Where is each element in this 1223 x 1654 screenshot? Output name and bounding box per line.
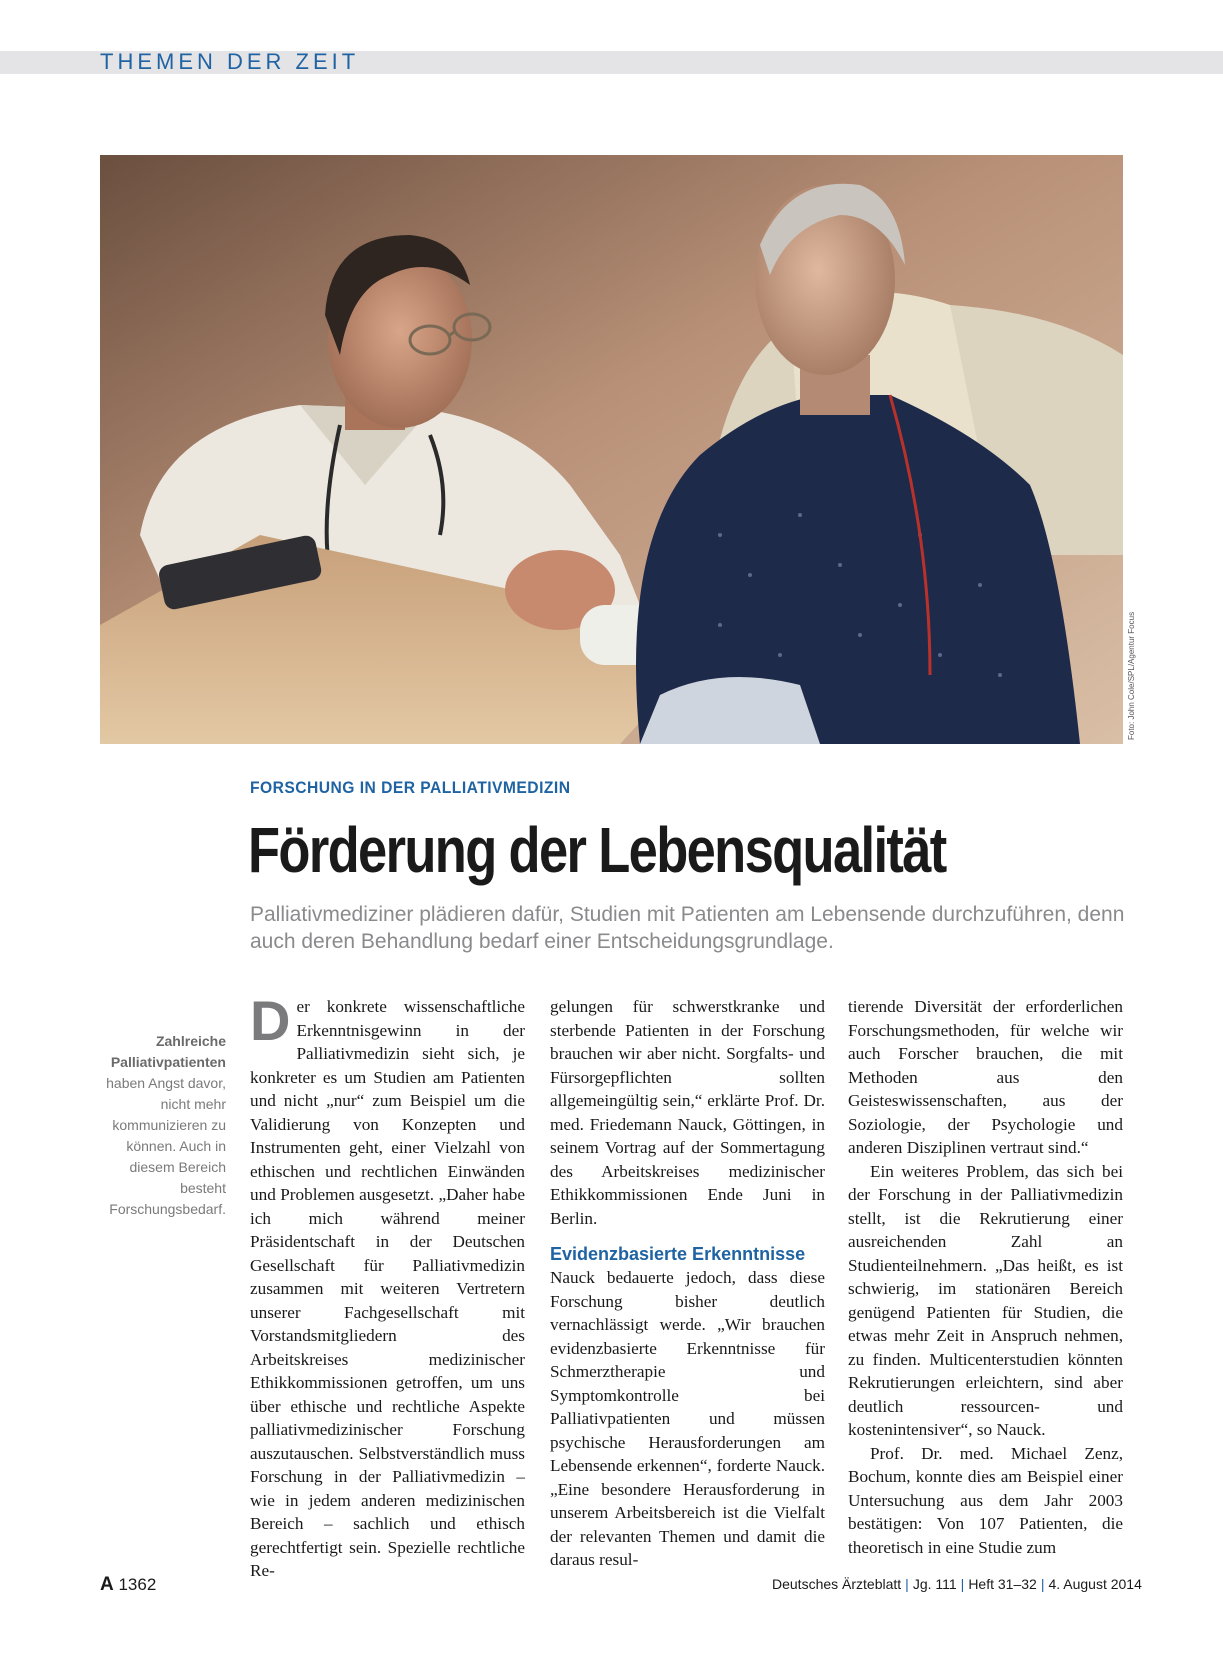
caption-bold: Zahlreiche Palliativpatienten [110,1033,226,1070]
page-number [100,1574,156,1596]
journal-footer: Deutsches Ärzteblatt | Jg. 111 | Heft 31–32 | 4. August 2014 [772,1576,1142,1592]
section-label: THEMEN DER ZEIT [100,49,360,74]
body-paragraph: Nauck bedauerte jedoch, dass diese Forschung bisher deutlich vernachlässigt werde. „Wir brauchen evidenzbasierte Erkenntnisse für Schmerztherapie und Symptomkontrolle bei Palliativpatienten und müssen psychische Herausforderungen am Lebensende erkennen“, forderte Nauck. „Eine besondere Herausforderung in unserem Arbeitsbereich ist die Vielfalt der relevanten Themen und damit die daraus resul- [550,1268,825,1569]
article-photo [100,155,1123,744]
article-headline: Förderung der Lebensqualität [248,814,946,886]
caption-text: haben Angst davor, nicht mehr kommunizieren zu können. Auch in diesem Bereich besteht Forschungsbedarf. [106,1075,226,1217]
page-prefix: A [100,1574,114,1595]
page-number-value: 1362 [118,1575,157,1594]
body-column-2 [550,995,825,1572]
journal-volume: Jg. 111 [912,1576,957,1592]
body-paragraph: gelungen für schwerstkranke und sterbende Patienten in der Forschung brauchen wir aber nicht. Sorgfalts- und Fürsorgepflichten sollten allgemeingültig sein,“ erklärte Prof. Dr. med. Friedemann Nauck, Göttingen, in seinem Vortrag auf der Sommertagung des Arbeitskreises medizinischer Ethikkommissionen Ende Juni in Berlin. [550,997,825,1228]
article-kicker: FORSCHUNG IN DER PALLIATIVMEDIZIN [250,778,571,797]
body-paragraph: Prof. Dr. med. Michael Zenz, Bochum, konnte dies am Beispiel einer Untersuchung aus dem Jahr 2003 bestätigen: Von 107 Patienten, die theoretisch in eine Studie zum [848,1443,1123,1557]
body-paragraph: er konkrete wissenschaftliche Erkenntnisgewinn in der Palliativmedizin sieht sich, je konkreter es um Studien am Patienten und nicht „nur“ zum Beispiel um die Validierung von Konzepten und Instrumenten geht, einer Vielzahl von ethischen und rechtlichen Einwänden und Problemen ausgesetzt. „Daher habe ich mich während meiner Präsidentschaft in der Deutschen Gesellschaft für Palliativmedizin zusammen mit weiteren Vertretern unserer Fachgesellschaft mit Vorstandsmitgliedern des Arbeitskreises medizinischer Ethikkommissionen getroffen, um uns über ethische und rechtliche Aspekte palliativmedizinischer Forschung auszutauschen. Selbstverständlich muss Forschung in der Palliativmedizin – wie in jedem anderen medizinischen Bereich – sachlich und ethisch gerechtfertigt sein. Spezielle rechtliche Re- [250,997,525,1580]
body-column-1 [250,989,525,1583]
journal-date: 4. August 2014 [1048,1576,1142,1592]
article-deck: Palliativmediziner plädieren dafür, Studien mit Patienten am Lebensende durchzuführen, denn auch deren Behandlung bedarf einer Entscheidungsgrundlage. [250,903,1125,953]
photo-caption [80,1031,226,1220]
body-paragraph: Ein weiteres Problem, das sich bei der Forschung in der Palliativmedizin stellt, ist die Rekrutierung einer ausreichenden Zahl an Studienteilnehmern. „Das heißt, es ist schwierig, im stationären Bereich genügend Patienten für Studien, die etwas mehr Zeit in Anspruch nehmen, zu finden. Multicenterstudien könnten Rekrutierungen erleichtern, sind aber deutlich ressourcen- und kostenintensiver“, so Nauck. [848,1161,1123,1439]
journal-name: Deutsches Ärzteblatt [772,1576,902,1592]
drop-cap: D [250,989,291,1052]
journal-issue: Heft 31–32 [968,1576,1037,1592]
body-column-3 [848,995,1123,1559]
body-paragraph: tierende Diversität der erforderlichen Forschungsmethoden, für welche wir auch Forscher brauchen, die mit Methoden aus den Geisteswissenschaften, aus der Soziologie, der Psychologie und anderen Disziplinen vertraut sind.“ [848,997,1123,1157]
subheading: Evidenzbasierte Erkenntnisse [550,1244,806,1264]
photo-credit: Foto: John Cole/SPL/Agentur Focus [1127,611,1136,740]
